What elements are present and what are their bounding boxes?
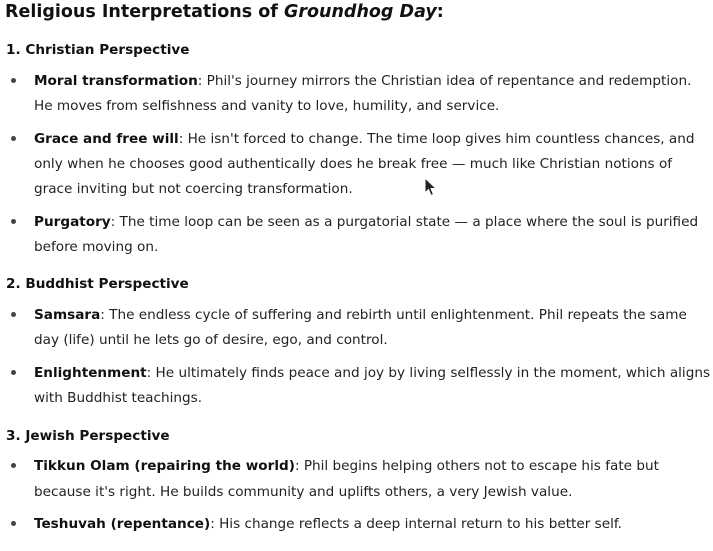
item-term: Moral transformation <box>34 73 198 89</box>
bullet-icon <box>11 219 16 224</box>
bullet-icon <box>11 312 16 317</box>
item-term: Samsara <box>34 307 101 323</box>
item-line: Purgatory: The time loop can be seen as a purgatorial state — a place where the soul is purified <box>34 214 699 230</box>
item-line: He moves from selfishness and vanity to love, humility, and service. <box>34 98 500 114</box>
item-term: Tikkun Olam (repairing the world) <box>34 458 295 474</box>
title-prefix: Religious Interpretations of <box>5 2 284 22</box>
item-term: Teshuvah (repentance) <box>34 516 211 532</box>
item-term: Purgatory <box>34 214 111 230</box>
section-heading-buddhist: 2. Buddhist Perspective <box>6 276 189 292</box>
bullet-icon <box>11 136 16 141</box>
item-line: Grace and free will: He isn't forced to change. The time loop gives him countless chances, and <box>34 131 695 147</box>
item-term: Grace and free will <box>34 131 179 147</box>
item-line: Samsara: The endless cycle of suffering and rebirth until enlightenment. Phil repeats the same <box>34 307 687 323</box>
bullet-icon <box>11 521 16 526</box>
item-line: because it's right. He builds community and uplifts others, a very Jewish value. <box>34 484 573 500</box>
bullet-icon <box>11 370 16 375</box>
item-line: Teshuvah (repentance): His change reflects a deep internal return to his better self. <box>34 516 622 532</box>
item-line: only when he chooses good authentically does he break free — much like Christian notions of <box>34 156 673 172</box>
item-term: Enlightenment <box>34 365 147 381</box>
title-suffix: : <box>436 2 444 22</box>
section-heading-jewish: 3. Jewish Perspective <box>6 428 170 444</box>
item-line: day (life) until he lets go of desire, ego, and control. <box>34 332 388 348</box>
bullet-icon <box>11 463 16 468</box>
item-line: before moving on. <box>34 239 159 255</box>
item-line: Tikkun Olam (repairing the world): Phil begins helping others not to escape his fate but <box>34 458 659 474</box>
item-line: with Buddhist teachings. <box>34 390 203 406</box>
item-line: grace inviting but not coercing transformation. <box>34 181 353 197</box>
bullet-icon <box>11 78 16 83</box>
title-emphasis: Groundhog Day <box>283 2 437 22</box>
section-heading-christian: 1. Christian Perspective <box>6 42 190 58</box>
page-title <box>5 0 444 24</box>
mouse-pointer-icon <box>424 177 438 197</box>
item-line: Enlightenment: He ultimately finds peace and joy by living selflessly in the moment, which aligns <box>34 365 711 381</box>
item-line: Moral transformation: Phil's journey mirrors the Christian idea of repentance and redemption. <box>34 73 692 89</box>
